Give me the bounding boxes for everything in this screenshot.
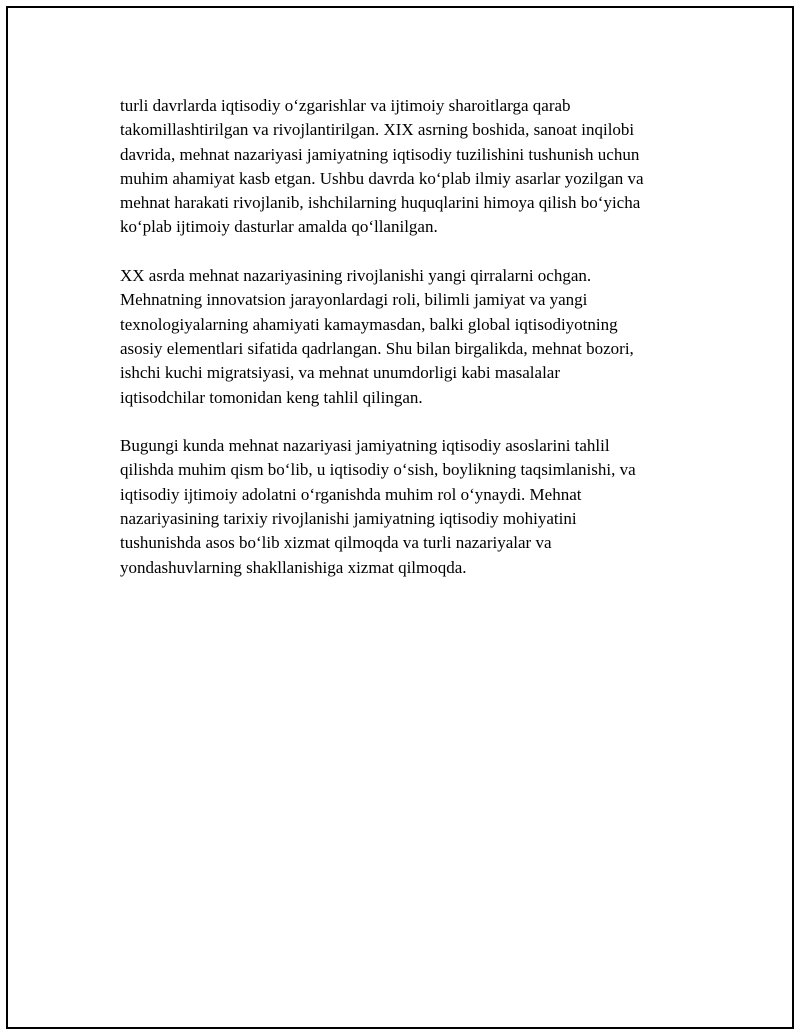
paragraph-2: XX asrda mehnat nazariyasining rivojlanishi yangi qirralarni ochgan. Mehnatning innovatsion jarayonlardagi roli, bilimli jamiyat va yangi texnologiyalarning ahamiyati kamaymasdan, balki global iqtisodiyotning asosiy elementlari sifatida qadrlangan. Shu bilan birgalikda, mehnat bozori, ishchi kuchi migratsiyasi, va mehnat unumdorligi kabi masalalar iqtisodchilar tomonidan keng tahlil qilingan.: [120, 266, 634, 407]
page-body: [120, 94, 690, 604]
page-frame: [6, 6, 794, 1029]
paragraph-1: turli davrlarda iqtisodiy o‘zgarishlar va ijtimoiy sharoitlarga qarab takomillashtirilgan va rivojlantirilgan. XIX asrning boshida, sanoat inqilobi davrida, mehnat nazariyasi jamiyatning iqtisodiy tuzilishini tushunish uchun muhim ahamiyat kasb etgan. Ushbu davrda ko‘plab ilmiy asarlar yozilgan va mehnat harakati rivojlanib, ishchilarning huquqlarini himoya qilish bo‘yicha ko‘plab ijtimoiy dasturlar amalda qo‘llanilgan.: [120, 96, 644, 237]
paragraph-3: Bugungi kunda mehnat nazariyasi jamiyatning iqtisodiy asoslarini tahlil qilishda muhim qism bo‘lib, u iqtisodiy o‘sish, boylikning taqsimlanishi, va iqtisodiy ijtimoiy adolatni o‘rganishda muhim rol o‘ynaydi. Mehnat nazariyasining tarixiy rivojlanishi jamiyatning iqtisodiy mohiyatini tushunishda asos bo‘lib xizmat qilmoqda va turli nazariyalar va yondashuvlarning shakllanishiga xizmat qilmoqda.: [120, 436, 636, 577]
